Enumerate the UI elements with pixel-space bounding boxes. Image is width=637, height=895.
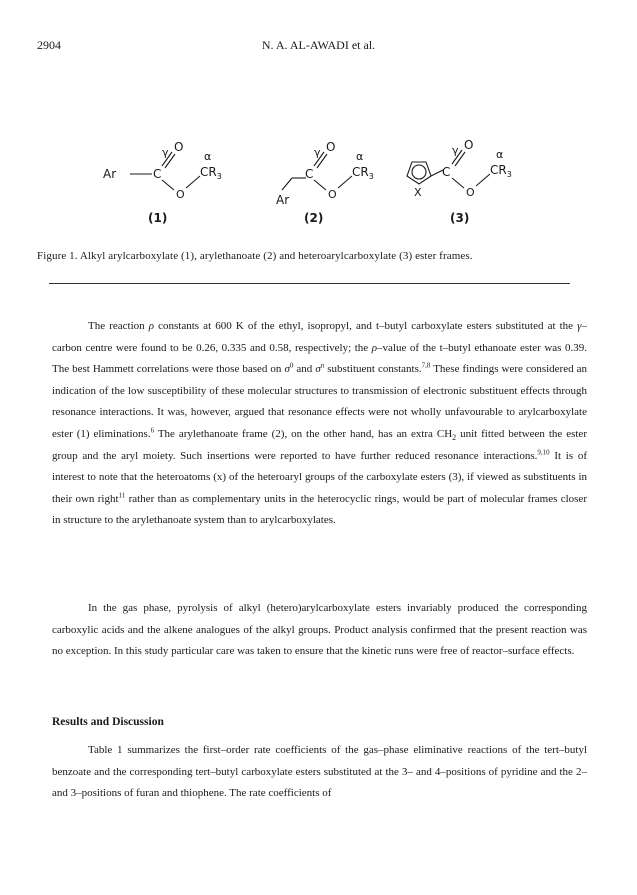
- structure-2-cr3: $CR_3$: [352, 165, 374, 181]
- structure-2-ar: Ar: [276, 193, 290, 207]
- section-heading-results: Results and Discussion: [52, 716, 164, 728]
- structure-2-label: (2): [304, 211, 324, 225]
- citation-9-10: 9,10: [537, 447, 550, 456]
- structure-2-carbon: C: [305, 167, 314, 181]
- structure-1-alpha: α: [204, 150, 212, 163]
- structure-3-carbon: C: [442, 165, 451, 179]
- structure-1-label: (1): [148, 211, 168, 225]
- structure-3-ester-oxygen: O: [466, 186, 475, 199]
- paragraph-3: Table 1 summarizes the first–order rate coefficients of the gas–phase eliminative reactions of the tert–butyl benzoate and the corresponding tert–butyl carboxylate esters substituted at the 3– and 4–positions of pyridine and the 2– and 3–positions of furan and thiophene. The rate coefficients of: [52, 744, 587, 800]
- figure-1-structures: [100, 138, 570, 233]
- structure-1-ar: Ar: [103, 167, 117, 181]
- figure-caption: Figure 1. Alkyl arylcarboxylate (1), arylethanoate (2) and heteroarylcarboxylate (3) ester frames.: [37, 250, 473, 262]
- running-head: N. A. AL-AWADI et al.: [261, 38, 376, 52]
- structure-1-cr3: $CR_3$: [200, 165, 222, 181]
- structure-3-cr3: $CR_3$: [490, 163, 512, 179]
- structure-3-label: (3): [450, 211, 470, 225]
- paragraph-2: In the gas phase, pyrolysis of alkyl (hetero)arylcarboxylate esters invariably produced the corresponding carboxylic acids and the alkene analogues of the alkyl groups. Product analysis confirmed that the present reaction was no exception. In this study particular care was taken to ensure that the kinetic runs were free of reactor–surface effects.: [52, 602, 587, 658]
- citation-11: 11: [118, 491, 126, 500]
- structure-1-oxygen: O: [174, 140, 184, 154]
- paragraph-1: The reaction ρ constants at 600 K of the ethyl, isopropyl, and t–butyl carboxylate esters substituted at the γ–carbon centre were found to be 0.26, 0.335 and 0.58, respectively; the ρ–value of the t–butyl ethanoate ester was 0.39. The best Hammett correlations were those based on $\sigma^0$ and $\sigma^n$ substituent constants.$^{7,8}$ These findings were considered an indication of the low susceptibility of these molecular structures to transmission of electronic substituent effects through resonance interactions. It was, however, argued that resonance effects were not wholly unfavourable to arylcarboxylate ester (1) eliminations.$^6$ The arylethanoate frame (2), on the other hand, has an extra $CH_2$ unit fitted between the ester group and the aryl moiety. Such insertions were reported to have further reduced resonance interactions.$^{9,10}$ It is of interest to note that the heteroatoms (x) of the heteroaryl groups of the carboxylate esters (3), if viewed as substituents in their own right$^{11}$ rather than as complementary units in the heterocyclic rings, would be part of molecular frames closer in structure to the arylethanoate system than to arylcarboxylates.: [52, 320, 588, 527]
- structure-3-oxygen: O: [464, 138, 474, 152]
- page-number: 2904: [37, 38, 61, 52]
- structure-3-gamma: γ: [452, 144, 459, 157]
- structure-2-oxygen: O: [326, 140, 336, 154]
- section-divider: [49, 283, 570, 284]
- ester-frames-diagram: [100, 138, 570, 233]
- structure-2-ester-oxygen: O: [328, 188, 337, 201]
- structure-2-alpha: α: [356, 150, 364, 163]
- structure-1-gamma: γ: [162, 146, 169, 159]
- structure-3-heteroatom: X: [414, 186, 422, 199]
- citation-7-8: 7,8: [421, 361, 431, 370]
- structure-1-carbon: C: [153, 167, 162, 181]
- structure-2-gamma: γ: [314, 146, 321, 159]
- structure-3-alpha: α: [496, 148, 504, 161]
- structure-1-ester-oxygen: O: [176, 188, 185, 201]
- page-header: [37, 38, 600, 54]
- citation-6: 6: [150, 426, 155, 435]
